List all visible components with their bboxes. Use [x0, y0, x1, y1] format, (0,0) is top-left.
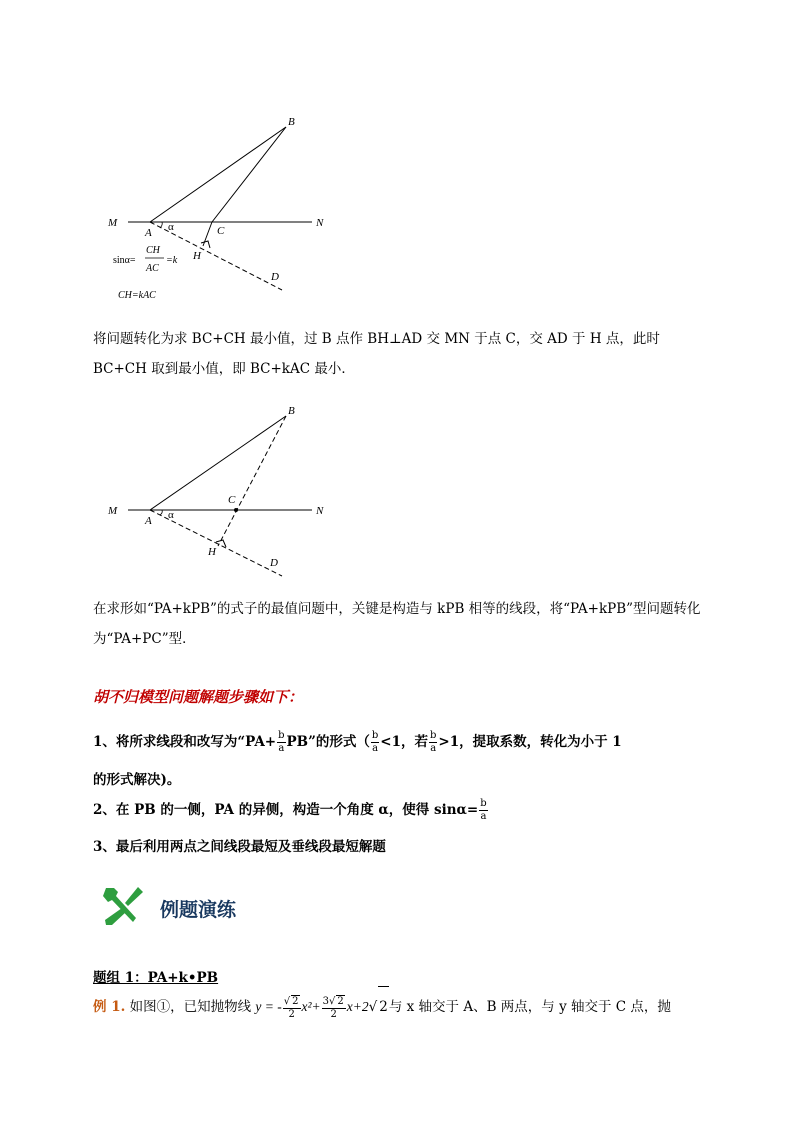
frac-num: b	[371, 730, 379, 741]
frac-den: 2	[288, 1008, 295, 1020]
right-angle-mark	[201, 241, 210, 248]
step-1-cond1: <1，若	[380, 734, 428, 750]
step-1-prefix: 1、将所求线段和改写为“PA+	[93, 734, 277, 750]
label-n: N	[316, 217, 324, 229]
group-title: 题组 1：PA+k•PB	[93, 970, 219, 986]
segment-ab	[150, 416, 286, 510]
step-1-frac	[277, 730, 285, 755]
example-x2: x²+	[301, 999, 321, 1014]
figure-1-diagram	[100, 110, 340, 310]
label-c: C	[228, 494, 236, 506]
example-text-after: 与 x 轴交于 A、B 两点，与 y 轴交于 C 点，抛	[388, 999, 671, 1015]
example-x-plus: x+2	[346, 999, 369, 1014]
example-1: 例 1. 如图①，已知抛物线 y = - $\frac{√ 2}{2}$ x²+ $\frac{3√ 2}{2}$ x+2√ 2与 x 轴交于 A、B 两点，与 y 轴交于 C 点，抛	[93, 986, 713, 1027]
example-frac-1	[283, 995, 301, 1021]
section-title: 例题演练	[160, 899, 237, 921]
segment-ab	[150, 127, 286, 222]
frac-num: √ 2	[283, 995, 299, 1007]
step-1-frac-2	[371, 730, 379, 755]
label-b: B	[288, 405, 295, 417]
steps-title: 胡不归模型问题解题步骤如下：	[93, 688, 304, 706]
step-1-mid: PB”的形式（	[286, 734, 370, 750]
label-d: D	[270, 557, 278, 569]
frac-den: a	[278, 743, 285, 754]
label-m: M	[108, 217, 118, 229]
paragraph-2: 在求形如“PA+kPB”的式子的最值问题中，关键是构造与 kPB 相等的线段，将“PA+kPB”型问题转化为“PA+PC”型．	[93, 601, 701, 647]
angle-arc	[160, 222, 162, 228]
sqrt-radicand: 2	[337, 995, 344, 1007]
label-c: C	[217, 225, 225, 237]
sqrt-radicand: 2	[292, 995, 299, 1007]
label-m: M	[108, 505, 118, 517]
label-a: A	[145, 227, 152, 239]
example-label: 例 1.	[93, 999, 126, 1015]
step-1-cond2: >1，提取系数，转化为小于 1	[438, 734, 622, 750]
label-alpha: α	[168, 221, 174, 233]
label-a: A	[145, 515, 152, 527]
step-2-frac	[479, 798, 487, 823]
label-d: D	[271, 271, 279, 283]
frac-den: a	[480, 811, 487, 822]
label-alpha: α	[168, 509, 174, 521]
frac-den: a	[430, 743, 437, 754]
step-1	[93, 730, 622, 755]
figure-2-diagram	[100, 400, 340, 585]
example-frac-2	[322, 995, 346, 1021]
example-y-eq: y = -	[255, 999, 282, 1014]
angle-arc	[160, 510, 162, 515]
example-text-before: 如图①，已知抛物线	[129, 999, 256, 1015]
example-sqrt-3: 2	[378, 986, 389, 1027]
frac-num: 3√ 2	[322, 995, 344, 1007]
point-c	[234, 508, 238, 512]
step-1-line-2: 的形式解决)。	[93, 772, 181, 788]
step-1-frac-3	[429, 730, 437, 755]
frac-den: a	[372, 743, 379, 754]
formula-sin: sinα=	[113, 255, 136, 266]
coef: 3	[322, 995, 330, 1007]
step-2-text: 2、在 PB 的一侧，PA 的异侧，构造一个角度 α，使得 sinα=	[93, 802, 479, 818]
step-2	[93, 798, 489, 823]
frac-num: b	[480, 798, 487, 809]
step-3: 3、最后利用两点之间线段最短及垂线段最短解题	[93, 839, 386, 855]
frac-num: b	[429, 730, 437, 741]
tools-icon	[100, 884, 146, 928]
label-b: B	[288, 116, 295, 128]
frac-den: 2	[330, 1008, 337, 1020]
label-n: N	[316, 505, 324, 517]
label-h: H	[208, 546, 216, 558]
frac-num: b	[278, 730, 285, 741]
label-h: H	[193, 250, 201, 262]
formula-tail: =k	[166, 255, 178, 266]
formula-frac-den: AC	[146, 263, 159, 274]
formula-ch-eq: CH=kAC	[118, 290, 156, 301]
formula-frac-num: CH	[146, 245, 160, 256]
segment-bc	[212, 127, 286, 222]
segment-bh	[218, 416, 286, 546]
paragraph-1: 将问题转化为求 BC+CH 最小值，过 B 点作 BH⊥AD 交 MN 于点 C，交 AD 于 H 点，此时 BC+CH 取到最小值，即 BC+kAC 最小．	[93, 331, 660, 377]
